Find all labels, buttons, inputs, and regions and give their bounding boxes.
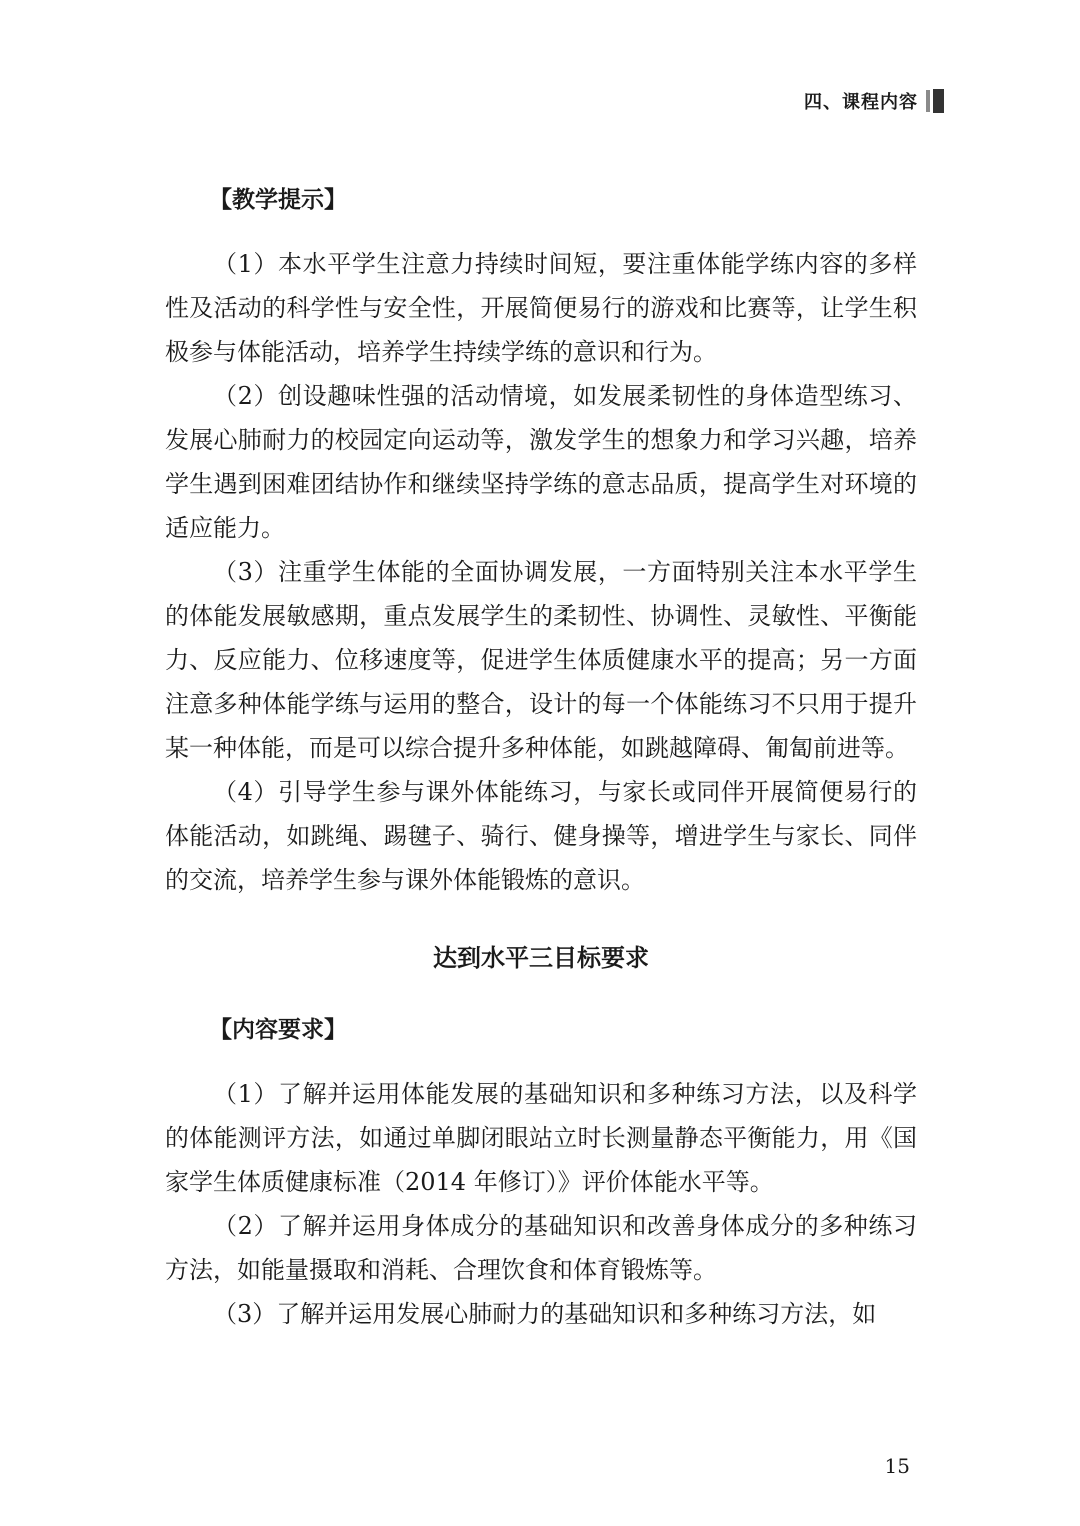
paragraph: （2）创设趣味性强的活动情境，如发展柔韧性的身体造型练习、发展心肺耐力的校园定向运动等，激发学生的想象力和学习兴趣，培养学生遇到困难团结协作和继续坚持学练的意志品质，提高学生对环境的适应能力。 <box>165 382 917 542</box>
page-body <box>165 180 917 1336</box>
chapter-title: 四、课程内容 <box>804 92 918 113</box>
header-bar-thick <box>933 89 944 113</box>
spacer <box>165 220 917 242</box>
teaching-tips-heading: 【教学提示】 <box>209 187 347 213</box>
header-bar-thin <box>926 90 930 112</box>
content-requirements-heading: 【内容要求】 <box>209 1017 347 1043</box>
running-header <box>804 88 944 114</box>
paragraph: （3）注重学生体能的全面协调发展，一方面特别关注本水平学生的体能发展敏感期，重点发展学生的柔韧性、协调性、灵敏性、平衡能力、反应能力、位移速度等，促进学生体质健康水平的提高；另一方面注意多种体能学练与运用的整合，设计的每一个体能练习不只用于提升某一种体能，而是可以综合提升多种体能，如跳越障碍、匍匐前进等。 <box>165 558 917 762</box>
paragraph: （4）引导学生参与课外体能练习，与家长或同伴开展简便易行的体能活动，如跳绳、踢毽子、骑行、健身操等，增进学生与家长、同伴的交流，培养学生参与课外体能锻炼的意识。 <box>165 778 917 894</box>
header-decoration <box>926 89 944 113</box>
paragraph: （1）本水平学生注意力持续时间短，要注重体能学练内容的多样性及活动的科学性与安全性，开展简便易行的游戏和比赛等，让学生积极参与体能活动，培养学生持续学练的意识和行为。 <box>165 250 917 366</box>
spacer <box>165 1050 917 1072</box>
page-number: 15 <box>884 1454 910 1478</box>
level-title: 达到水平三目标要求 <box>433 944 649 972</box>
paragraph: （3）了解并运用发展心肺耐力的基础知识和多种练习方法，如 <box>213 1300 877 1328</box>
paragraph: （2）了解并运用身体成分的基础知识和改善身体成分的多种练习方法，如能量摄取和消耗、合理饮食和体育锻炼等。 <box>165 1212 917 1284</box>
paragraph: （1）了解并运用体能发展的基础知识和多种练习方法，以及科学的体能测评方法，如通过单脚闭眼站立时长测量静态平衡能力，用《国家学生体质健康标准（2014 年修订）》评价体能水平等。 <box>165 1080 917 1196</box>
